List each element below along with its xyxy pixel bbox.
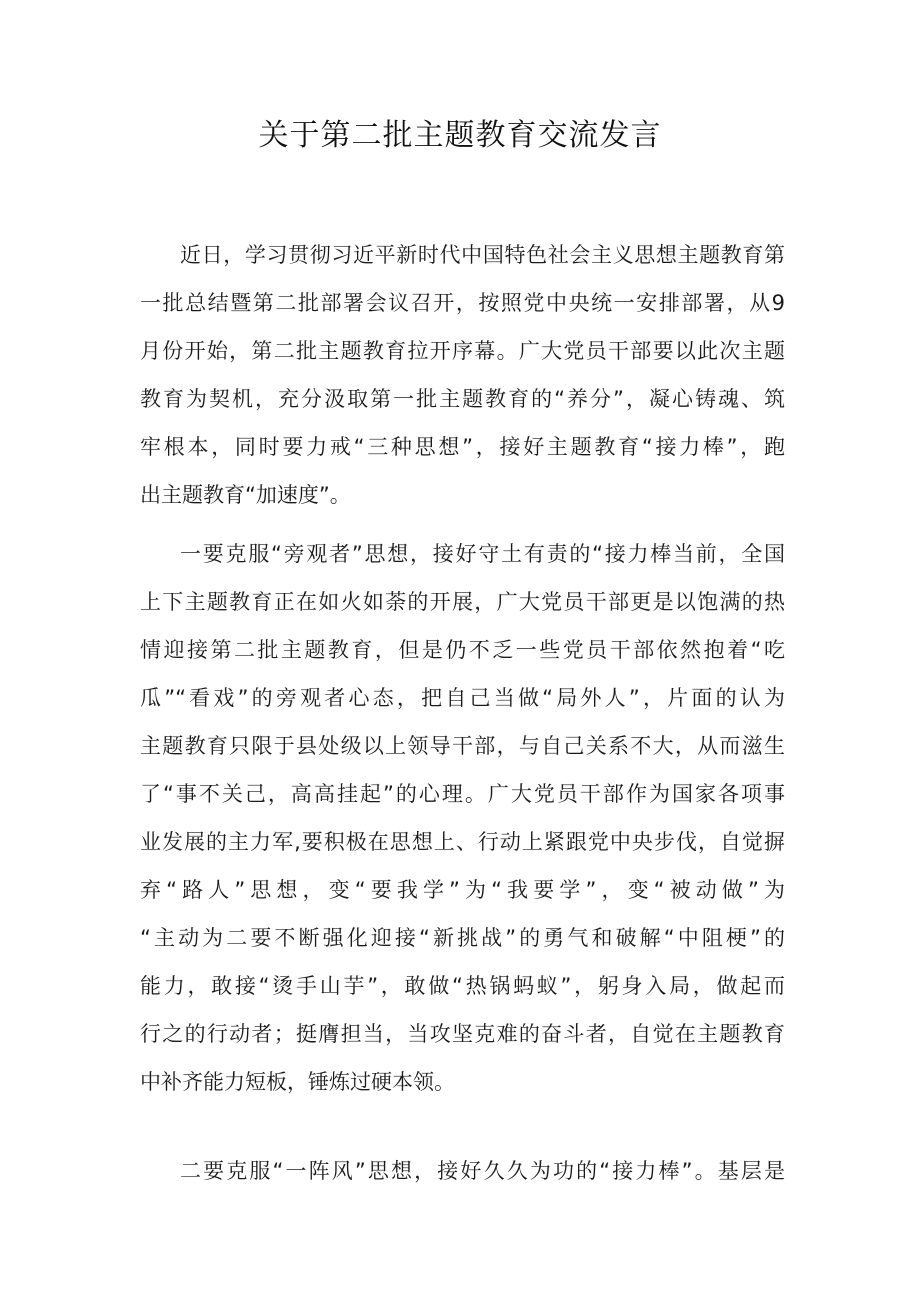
paragraph-2-line-5: 主题教育只限于县处级以上领导干部，与自己关系不大，从而滋生 <box>140 734 785 758</box>
paragraph-1-line-2: 一批总结暨第二批部署会议召开，按照党中央统一安排部署，从9 <box>140 291 785 315</box>
paragraph-2-line-1: 一要克服“旁观者”思想，接好守土有责的“接力棒当前，全国 <box>180 542 785 566</box>
paragraph-1-line-1: 近日，学习贯彻习近平新时代中国特色社会主义思想主题教育第 <box>180 243 785 267</box>
paragraph-2-line-4: 瓜”“看戏”的旁观者心态，把自己当做“局外人”，片面的认为 <box>140 686 785 710</box>
paragraph-1-line-3: 月份开始，第二批主题教育拉开序幕。广大党员干部要以此次主题 <box>140 339 785 363</box>
paragraph-2-line-11: 行之的行动者；挺膺担当，当攻坚克难的奋斗者，自觉在主题教育 <box>140 1022 785 1046</box>
paragraph-3-line-1: 二要克服“一阵风”思想，接好久久为功的“接力棒”。基层是 <box>180 1159 785 1183</box>
paragraph-2-line-3: 情迎接第二批主题教育，但是仍不乏一些党员干部依然抱着“吃 <box>140 638 785 662</box>
paragraph-2-line-12: 中补齐能力短板，锤炼过硬本领。 <box>140 1070 455 1094</box>
paragraph-2-line-6: 了“事不关己，高高挂起”的心理。广大党员干部作为国家各项事 <box>140 782 785 806</box>
paragraph-1-line-5: 牢根本，同时要力戒“三种思想”，接好主题教育“接力棒”，跑 <box>140 435 785 459</box>
paragraph-2-line-10: 能力，敢接“烫手山芋”，敢做“热锅蚂蚁”，躬身入局，做起而 <box>140 974 785 998</box>
paragraph-1-line-6: 出主题教育“加速度”。 <box>140 483 351 507</box>
document-title: 关于第二批主题教育交流发言 <box>258 118 662 153</box>
paragraph-2-line-9: “主动为二要不断强化迎接“新挑战”的勇气和破解“中阻梗”的 <box>140 926 785 950</box>
paragraph-2-line-7: 业发展的主力军,要积极在思想上、行动上紧跟党中央步伐，自觉摒 <box>140 830 785 854</box>
paragraph-2-line-8: 弃“路人”思想，变“要我学”为“我要学”，变“被动做”为 <box>140 878 785 902</box>
paragraph-1-line-4: 教育为契机，充分汲取第一批主题教育的“养分”，凝心铸魂、筑 <box>140 387 785 411</box>
paragraph-2-line-2: 上下主题教育正在如火如荼的开展，广大党员干部更是以饱满的热 <box>140 590 785 614</box>
